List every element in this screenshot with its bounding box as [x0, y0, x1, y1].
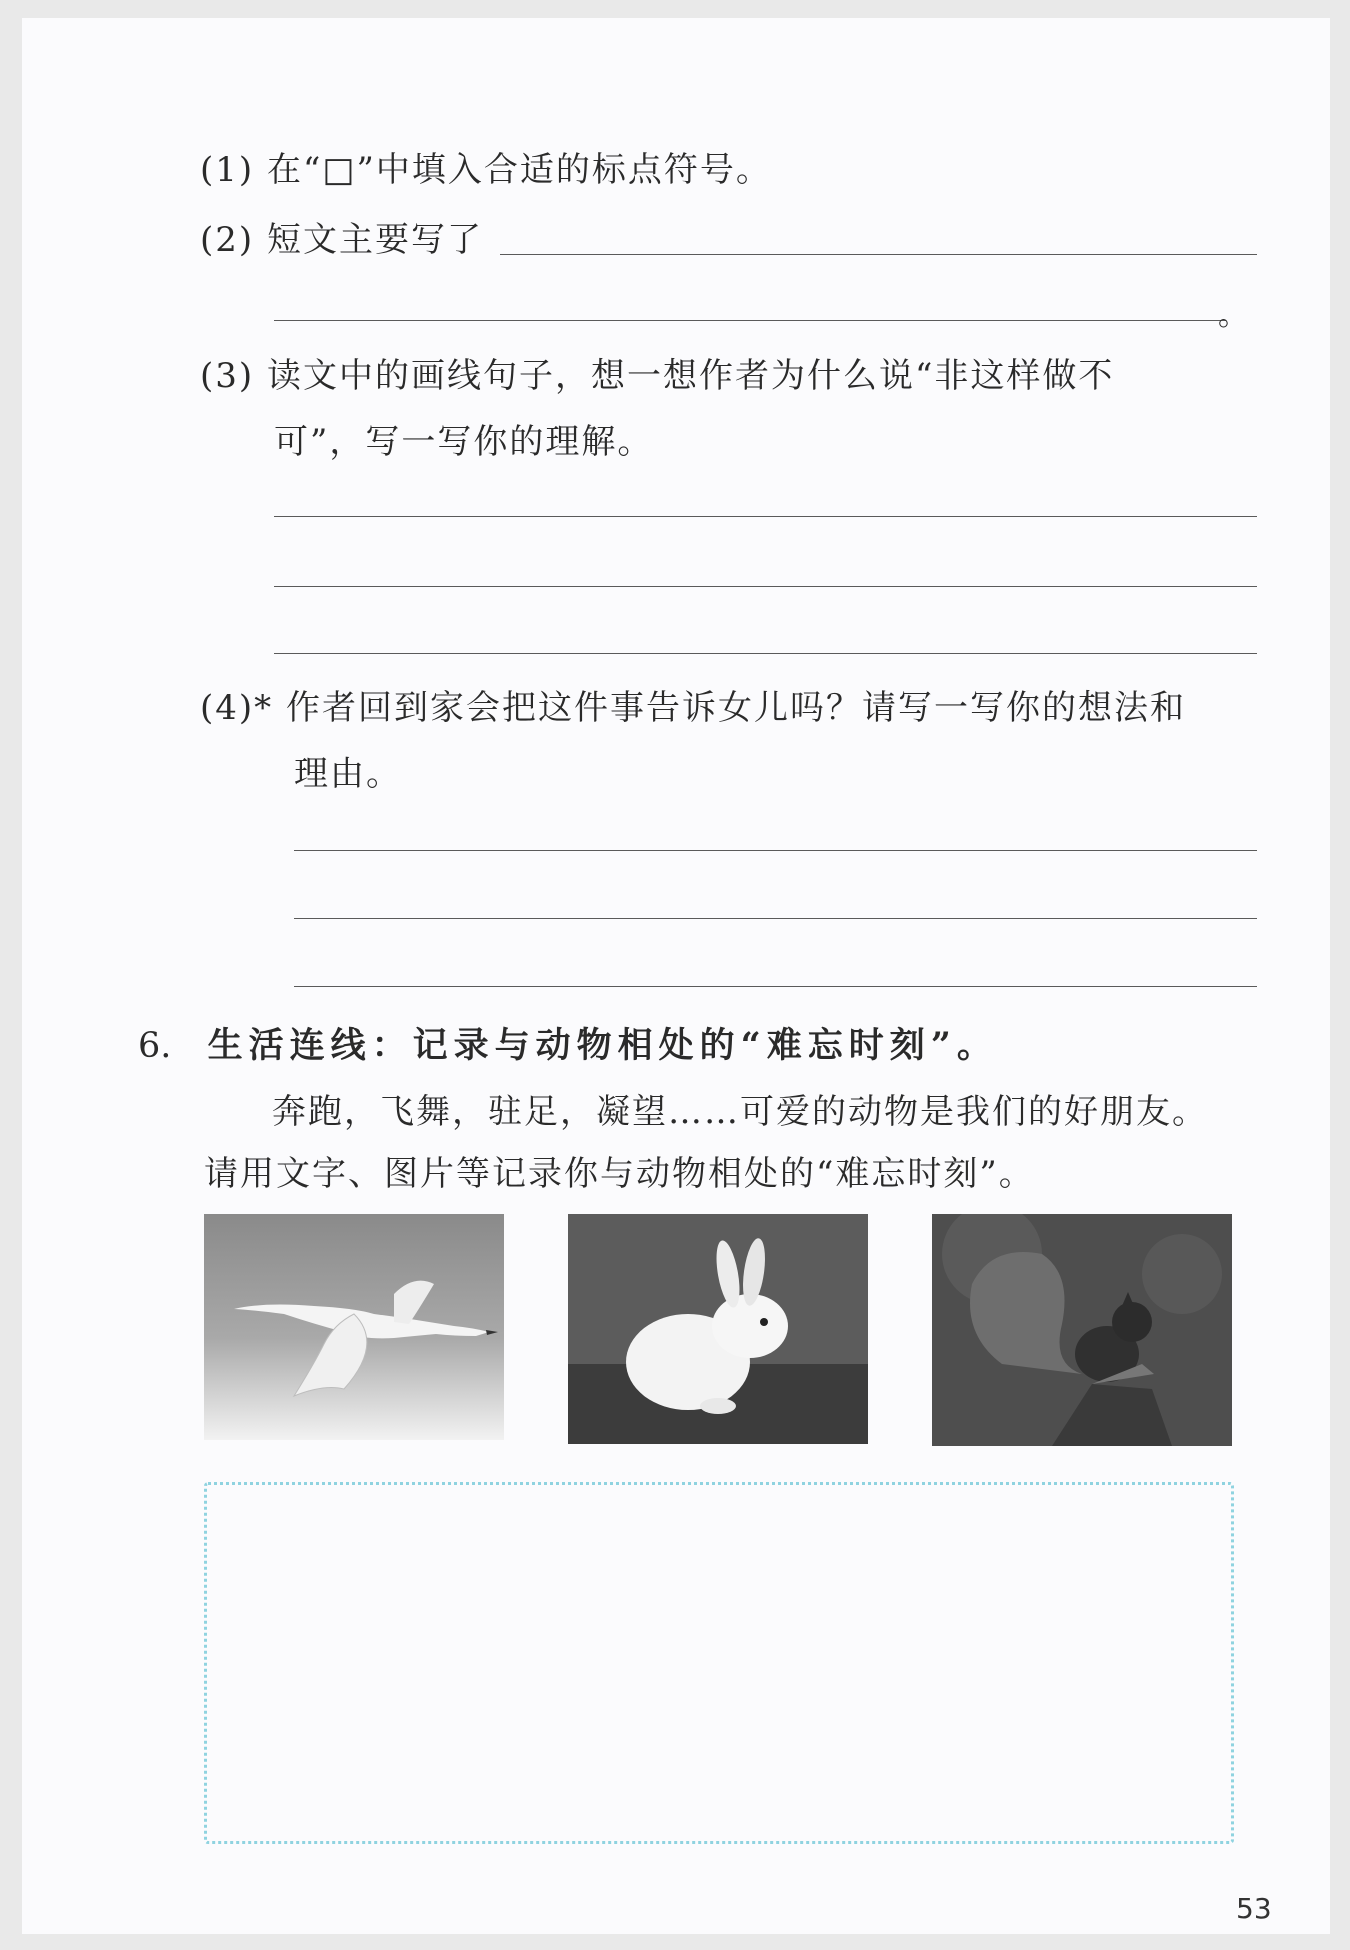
section-6-heading — [138, 1018, 998, 1068]
answer-line[interactable] — [294, 850, 1257, 851]
rabbit-image — [568, 1214, 868, 1444]
section-6-title: 生活连线：记录与动物相处的“难忘时刻”。 — [207, 1025, 998, 1066]
question-2-end: 。 — [1218, 298, 1250, 333]
answer-line[interactable] — [274, 586, 1257, 587]
squirrel-image — [932, 1214, 1232, 1446]
question-4-number: (4)* — [200, 688, 274, 728]
question-3-number: (3) — [200, 356, 255, 396]
section-6-number: 6. — [138, 1026, 172, 1066]
answer-line[interactable] — [274, 516, 1257, 517]
record-area[interactable] — [204, 1482, 1234, 1844]
rabbit-photo — [568, 1214, 868, 1444]
answer-line[interactable] — [274, 320, 1226, 321]
answer-line[interactable] — [294, 918, 1257, 919]
section-6-paragraph-line2: 请用文字、图片等记录你与动物相处的“难忘时刻”。 — [204, 1154, 1035, 1194]
question-4-text-line2: 理由。 — [294, 754, 402, 794]
answer-line[interactable] — [294, 986, 1257, 987]
swan-photo — [204, 1214, 504, 1440]
question-2 — [200, 212, 483, 261]
question-1-number: (1) — [200, 150, 255, 190]
question-3 — [200, 348, 1114, 397]
question-2-number: (2) — [200, 220, 255, 260]
swan-image — [204, 1214, 504, 1440]
section-6-paragraph-line1: 奔跑，飞舞，驻足，凝望……可爱的动物是我们的好朋友。 — [272, 1092, 1208, 1132]
workbook-page — [22, 18, 1330, 1934]
question-1-text: 在“□”中填入合适的标点符号。 — [266, 150, 772, 190]
page-number: 53 — [1236, 1892, 1272, 1925]
question-3-text-line1: 读文中的画线句子，想一想作者为什么说“非这样做不 — [266, 356, 1115, 396]
question-2-text: 短文主要写了 — [266, 220, 483, 260]
question-4-text-line1: 作者回到家会把这件事告诉女儿吗？请写一写你的想法和 — [285, 688, 1186, 728]
answer-line[interactable] — [274, 653, 1257, 654]
squirrel-photo — [932, 1214, 1232, 1446]
answer-line[interactable] — [500, 254, 1257, 255]
question-1 — [200, 142, 772, 191]
question-4 — [200, 680, 1186, 729]
question-3-text-line2: 可”，写一写你的理解。 — [274, 422, 654, 462]
